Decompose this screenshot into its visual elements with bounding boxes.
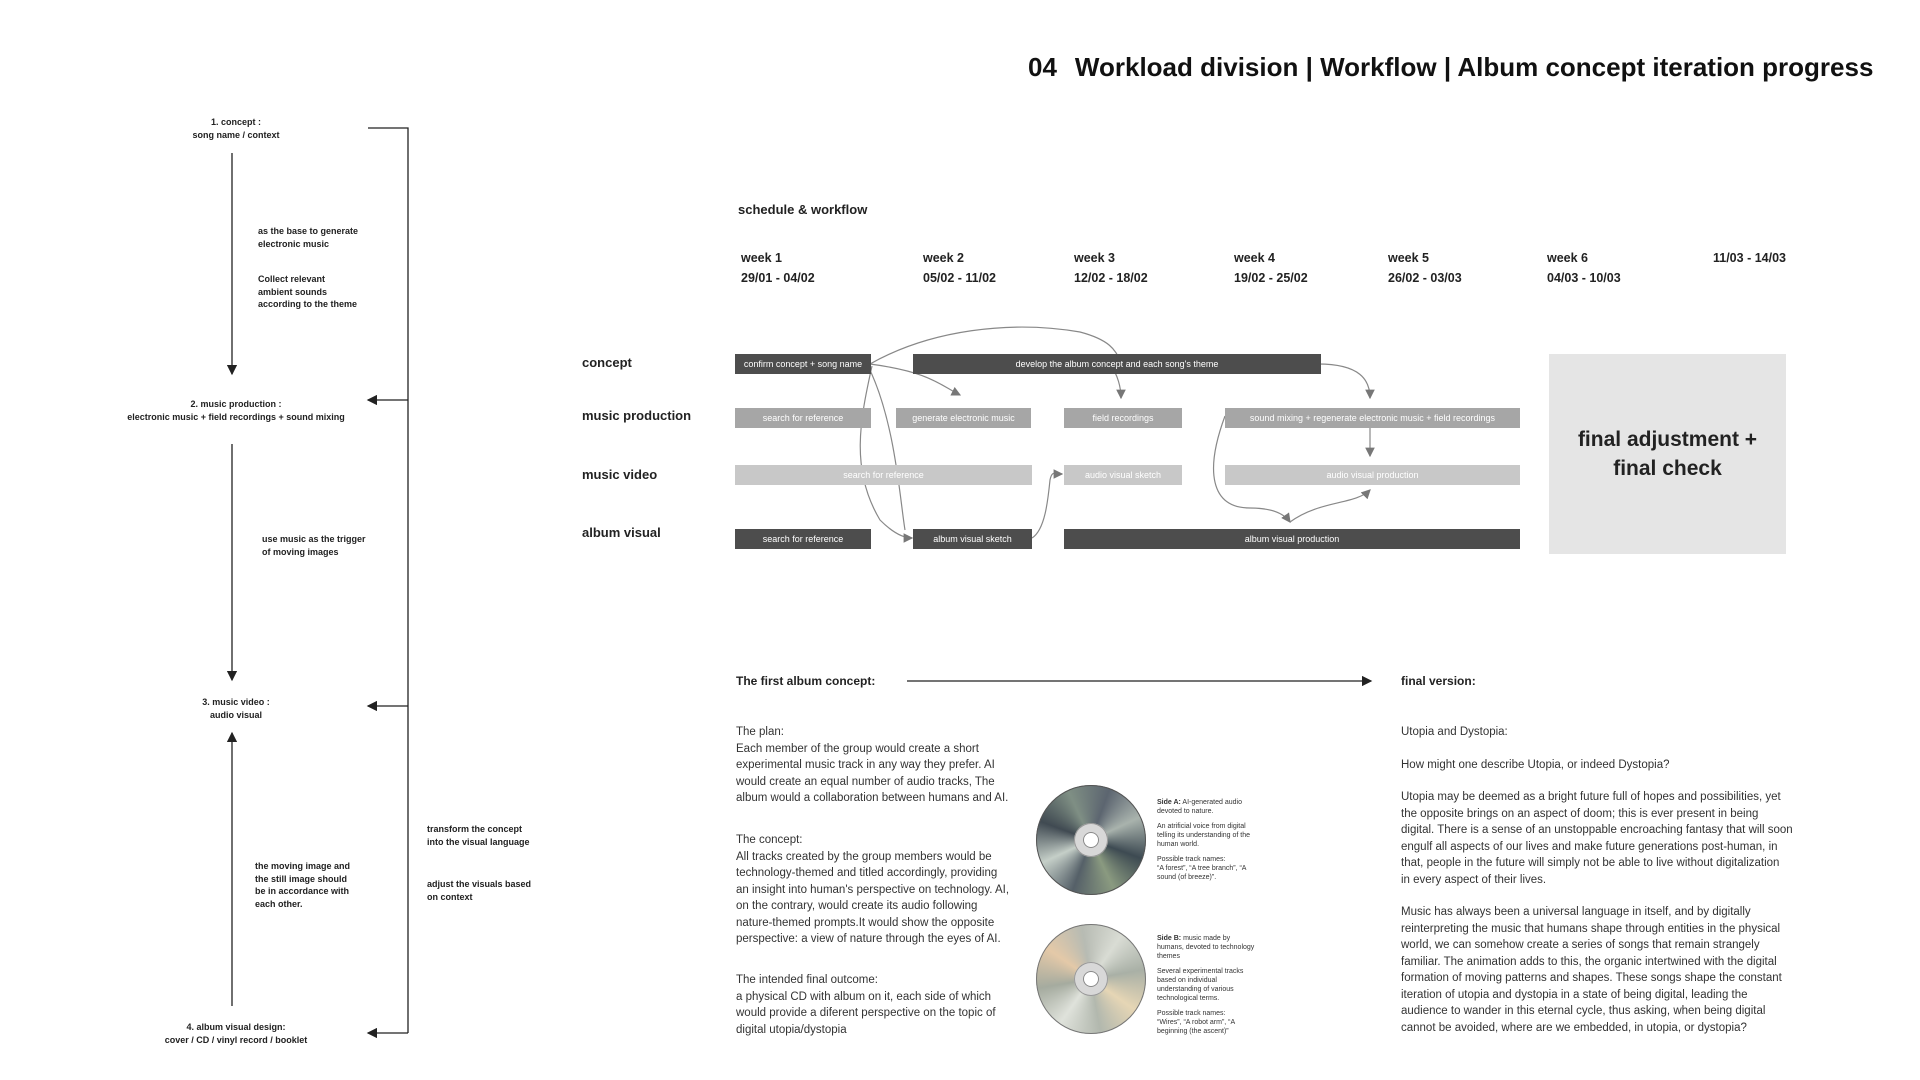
bar-av-search: search for reference xyxy=(735,529,871,549)
outcome-paragraph: The intended final outcome: a physical CD with album on it, each side of which would provide a diferent perspective on the topic of digital utopia/dystopia xyxy=(736,974,996,1036)
bar-mv-sketch: audio visual sketch xyxy=(1064,465,1182,485)
row-label-music-video: music video xyxy=(582,467,658,482)
dep-confirm-to-sketch xyxy=(860,366,912,538)
week-header: week 5 26/02 - 03/03 xyxy=(1388,251,1462,285)
title-text: Workload division | Workflow | Album concept iteration progress xyxy=(1074,52,1874,82)
concept-paragraph: The concept: All tracks created by the group members would be technology-themed and titled accordingly, providing an insight into human's perspective on technology. AI, on the contrary, would create its audio following nature-themed prompts.It would show the opposite perspective: a view of nature through the eyes of AI. xyxy=(736,834,1010,945)
bar-mp-mixing: sound mixing + regenerate electronic music + field recordings xyxy=(1225,408,1520,428)
final-version-text: Utopia and Dystopia: How might one describe Utopia, or indeed Dystopia? Utopia may be deemed as a bright future full of hopes and possibilities, yet the opposite brings on an aspect of doom; this is ever present in being digital. There is a sense of an unstoppable encroaching fantasy that will soon engulf all aspects of our lives and make future generations post-human, in that, people in the future will simply not be able to live without digitalization in every aspect of their lives. Music has always been a universal language in itself, and by digitally reinterpreting the music that humans shape through entities in the physical world, we can somehow create a series of songs that remain strangely familiar. The animation adds to this, the organic intertwined with the digital formation of moving patterns and shapes. These songs shape the constant iteration of utopia and dystopia in a state of being digital, leading the audience to wander in this eternal cycle, thus asking, when being digital cannot be avoided, where are we embedded, in utopia, or dystopia? xyxy=(1401,726,1793,1034)
schedule-title: schedule & workflow xyxy=(738,202,868,217)
side-a-description: Side A: AI-generated audio devoted to nature. An atrificial voice from digital telling its understanding of the human world. Possible track names: “A forest”, “A tree branch”, “A sound (of breeze)”. xyxy=(1157,799,1251,881)
cd-side-a-image xyxy=(1036,785,1146,895)
plan-paragraph: The plan: Each member of the group would create a short experimental music track in any way they prefer. AI would create an equal number of audio tracks, The album would a collaboration between humans and AI. xyxy=(736,726,1009,804)
bar-develop-concept: develop the album concept and each song's theme xyxy=(913,354,1321,374)
bar-mp-field: field recordings xyxy=(1064,408,1182,428)
row-label-music-production: music production xyxy=(582,408,692,423)
flow-step-album-visual: 4. album visual design: cover / CD / vinyl record / booklet xyxy=(164,1022,308,1045)
row-label-album-visual: album visual xyxy=(582,525,661,540)
flow-step-concept: 1. concept : song name / context xyxy=(192,117,280,140)
week-header: week 3 12/02 - 18/02 xyxy=(1074,251,1148,285)
flow-note-base: as the base to generate electronic music xyxy=(258,226,359,249)
section-number: 04 xyxy=(1028,52,1057,82)
flow-note-collect: Collect relevant ambient sounds according to the theme xyxy=(258,274,358,309)
bar-mv-search: search for reference xyxy=(735,465,1032,485)
first-concept-title: The first album concept: xyxy=(736,674,876,688)
dep-album-sketch-to-mv-sketch xyxy=(1032,473,1062,538)
bar-mp-generate: generate electronic music xyxy=(896,408,1031,428)
week-header: week 4 19/02 - 25/02 xyxy=(1234,251,1308,285)
bar-av-sketch: album visual sketch xyxy=(913,529,1032,549)
dep-develop-to-mixing xyxy=(1318,364,1370,398)
bar-mv-production: audio visual production xyxy=(1225,465,1520,485)
bar-av-production: album visual production xyxy=(1064,529,1520,549)
week-header: week 1 29/01 - 04/02 xyxy=(741,251,815,285)
week-header: week 2 05/02 - 11/02 xyxy=(923,251,996,285)
flow-note-transform: transform the concept into the visual language xyxy=(427,824,530,847)
flow-note-trigger: use music as the trigger of moving images xyxy=(262,534,366,557)
cd-side-b-image xyxy=(1036,924,1146,1034)
dep-album-to-production xyxy=(1290,490,1370,522)
final-version-title: final version: xyxy=(1401,674,1476,688)
row-label-concept: concept xyxy=(582,355,632,370)
final-check-box: final adjustment + final check xyxy=(1549,354,1786,554)
flow-note-accordance: the moving image and the still image should be in accordance with each other. xyxy=(255,861,351,909)
bar-confirm-concept: confirm concept + song name xyxy=(735,354,871,374)
bar-mp-search: search for reference xyxy=(735,408,871,428)
flow-note-adjust: adjust the visuals based on context xyxy=(427,879,532,902)
week-header: week 6 04/03 - 10/03 xyxy=(1547,251,1621,285)
page-title xyxy=(1028,52,1873,83)
flow-step-music-video: 3. music video : audio visual xyxy=(202,697,270,720)
side-b-description: Side B: music made by humans, devoted to technology themes Several experimental tracks based on individual understanding of various technological terms. Possible track names: “Wires”, “A robot arm”, “A beginning (the ascent)” xyxy=(1157,935,1255,1035)
bracket-line xyxy=(368,128,408,1033)
dep-confirm-to-sketch-2 xyxy=(868,366,905,530)
week-header: 11/03 - 14/03 xyxy=(1713,251,1786,265)
flow-step-music-production: 2. music production : electronic music + field recordings + sound mixing xyxy=(127,399,345,422)
